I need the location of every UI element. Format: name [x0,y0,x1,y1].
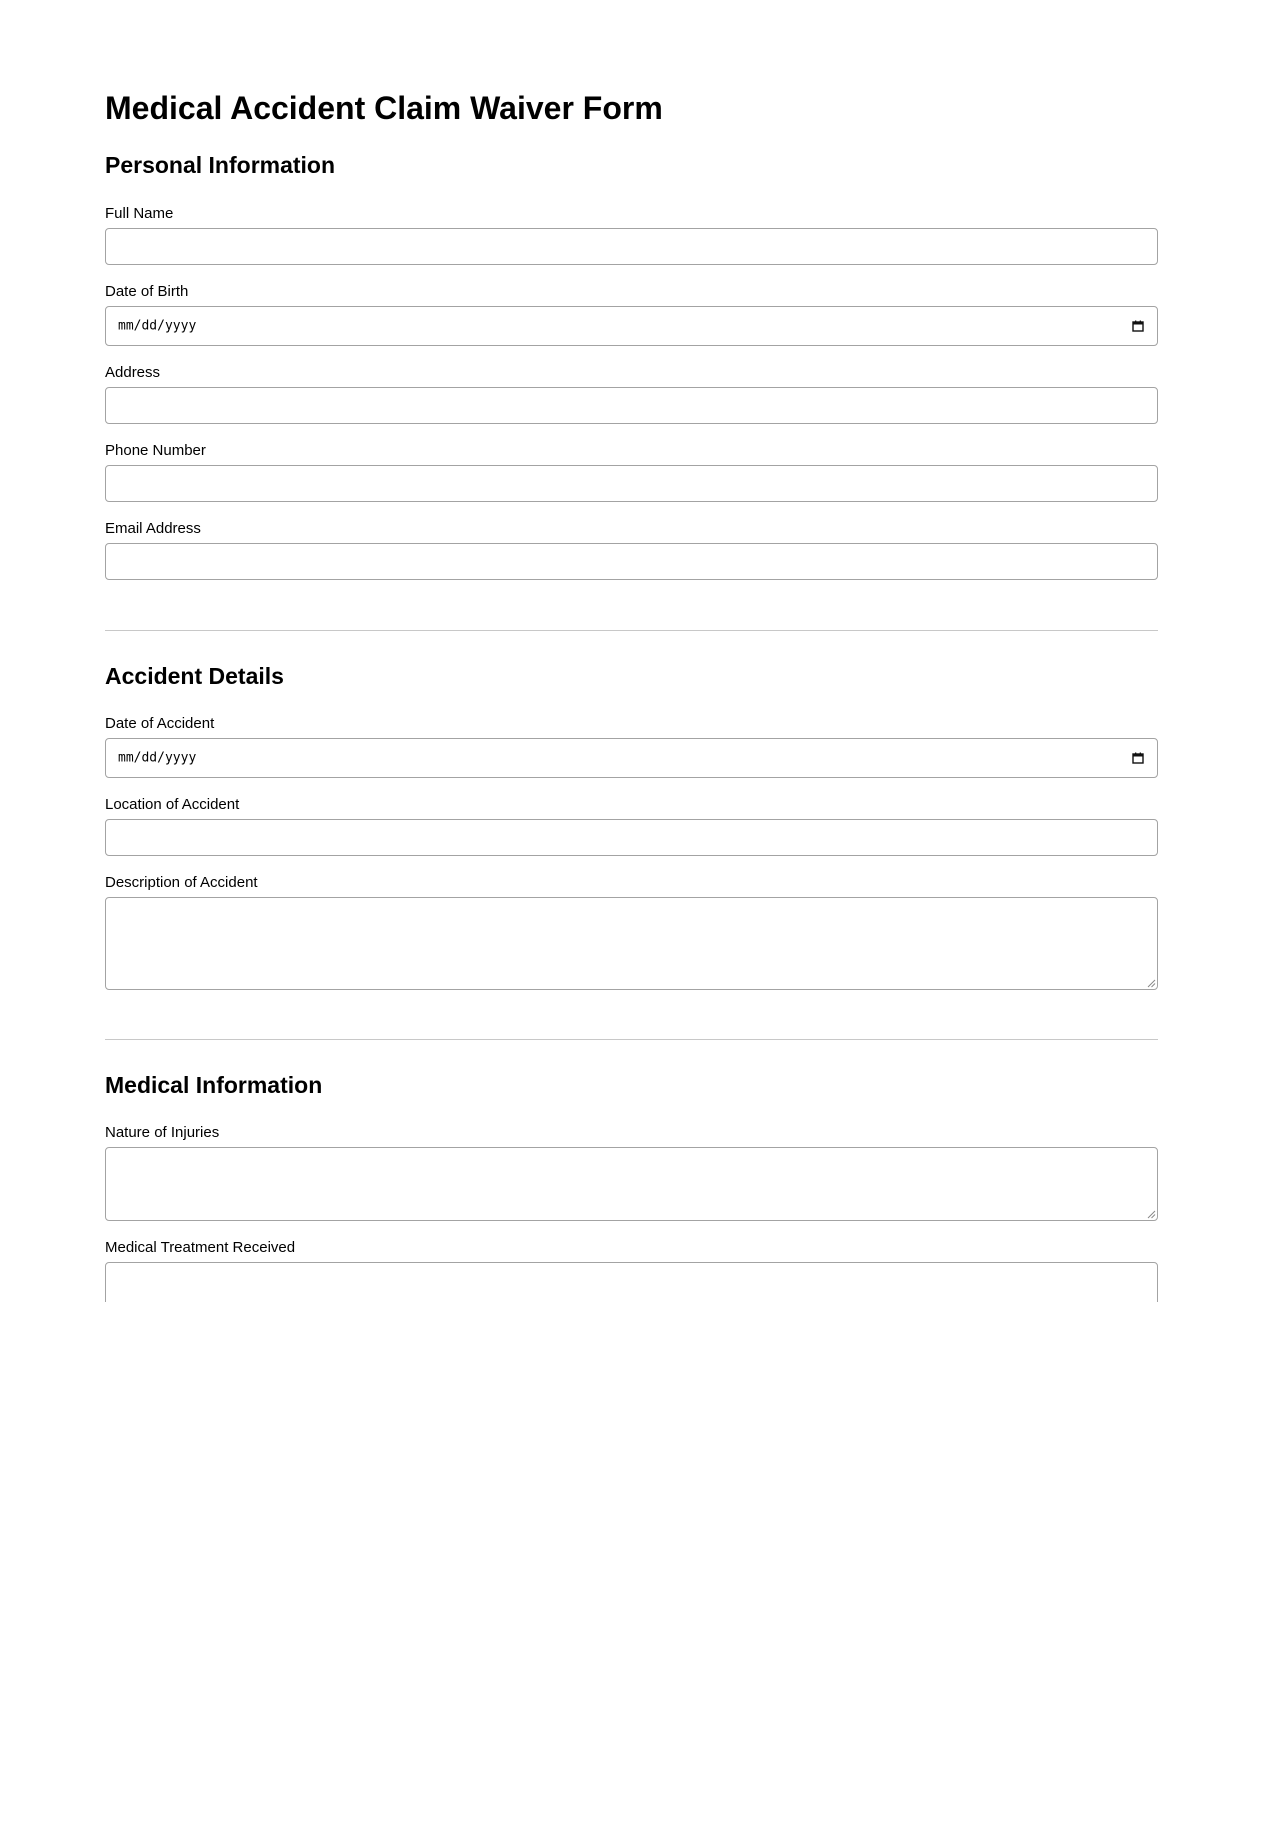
email-address-input[interactable] [105,543,1158,580]
calendar-icon[interactable] [1132,752,1144,764]
section-divider [105,630,1158,631]
address-input[interactable] [105,387,1158,424]
location-of-accident-input[interactable] [105,819,1158,856]
full-name-label: Full Name [105,205,174,222]
section-heading-accident-details: Accident Details [105,663,284,689]
section-heading-personal-information: Personal Information [105,152,336,178]
full-name-input[interactable] [105,228,1158,265]
date-of-accident-label: Date of Accident [105,715,215,732]
date-of-birth-label: Date of Birth [105,283,189,300]
section-divider [105,1039,1158,1040]
nature-of-injuries-textarea[interactable] [105,1147,1158,1221]
phone-number-input[interactable] [105,465,1158,502]
resize-grip-icon[interactable] [1147,979,1156,988]
resize-grip-icon[interactable] [1147,1210,1156,1219]
date-of-accident-placeholder: mm/dd/yyyy [118,750,197,766]
date-of-birth-input[interactable] [105,306,1158,346]
page-title: Medical Accident Claim Waiver Form [105,90,663,126]
nature-of-injuries-label: Nature of Injuries [105,1124,220,1141]
medical-treatment-received-textarea[interactable] [105,1262,1158,1302]
email-address-label: Email Address [105,520,201,537]
description-of-accident-label: Description of Accident [105,874,258,891]
date-of-birth-placeholder: mm/dd/yyyy [118,318,197,334]
calendar-icon[interactable] [1132,320,1144,332]
address-label: Address [105,364,161,381]
medical-treatment-received-label: Medical Treatment Received [105,1239,296,1256]
location-of-accident-label: Location of Accident [105,796,240,813]
section-heading-medical-information: Medical Information [105,1072,323,1098]
phone-number-label: Phone Number [105,442,206,459]
description-of-accident-textarea[interactable] [105,897,1158,990]
date-of-accident-input[interactable] [105,738,1158,778]
